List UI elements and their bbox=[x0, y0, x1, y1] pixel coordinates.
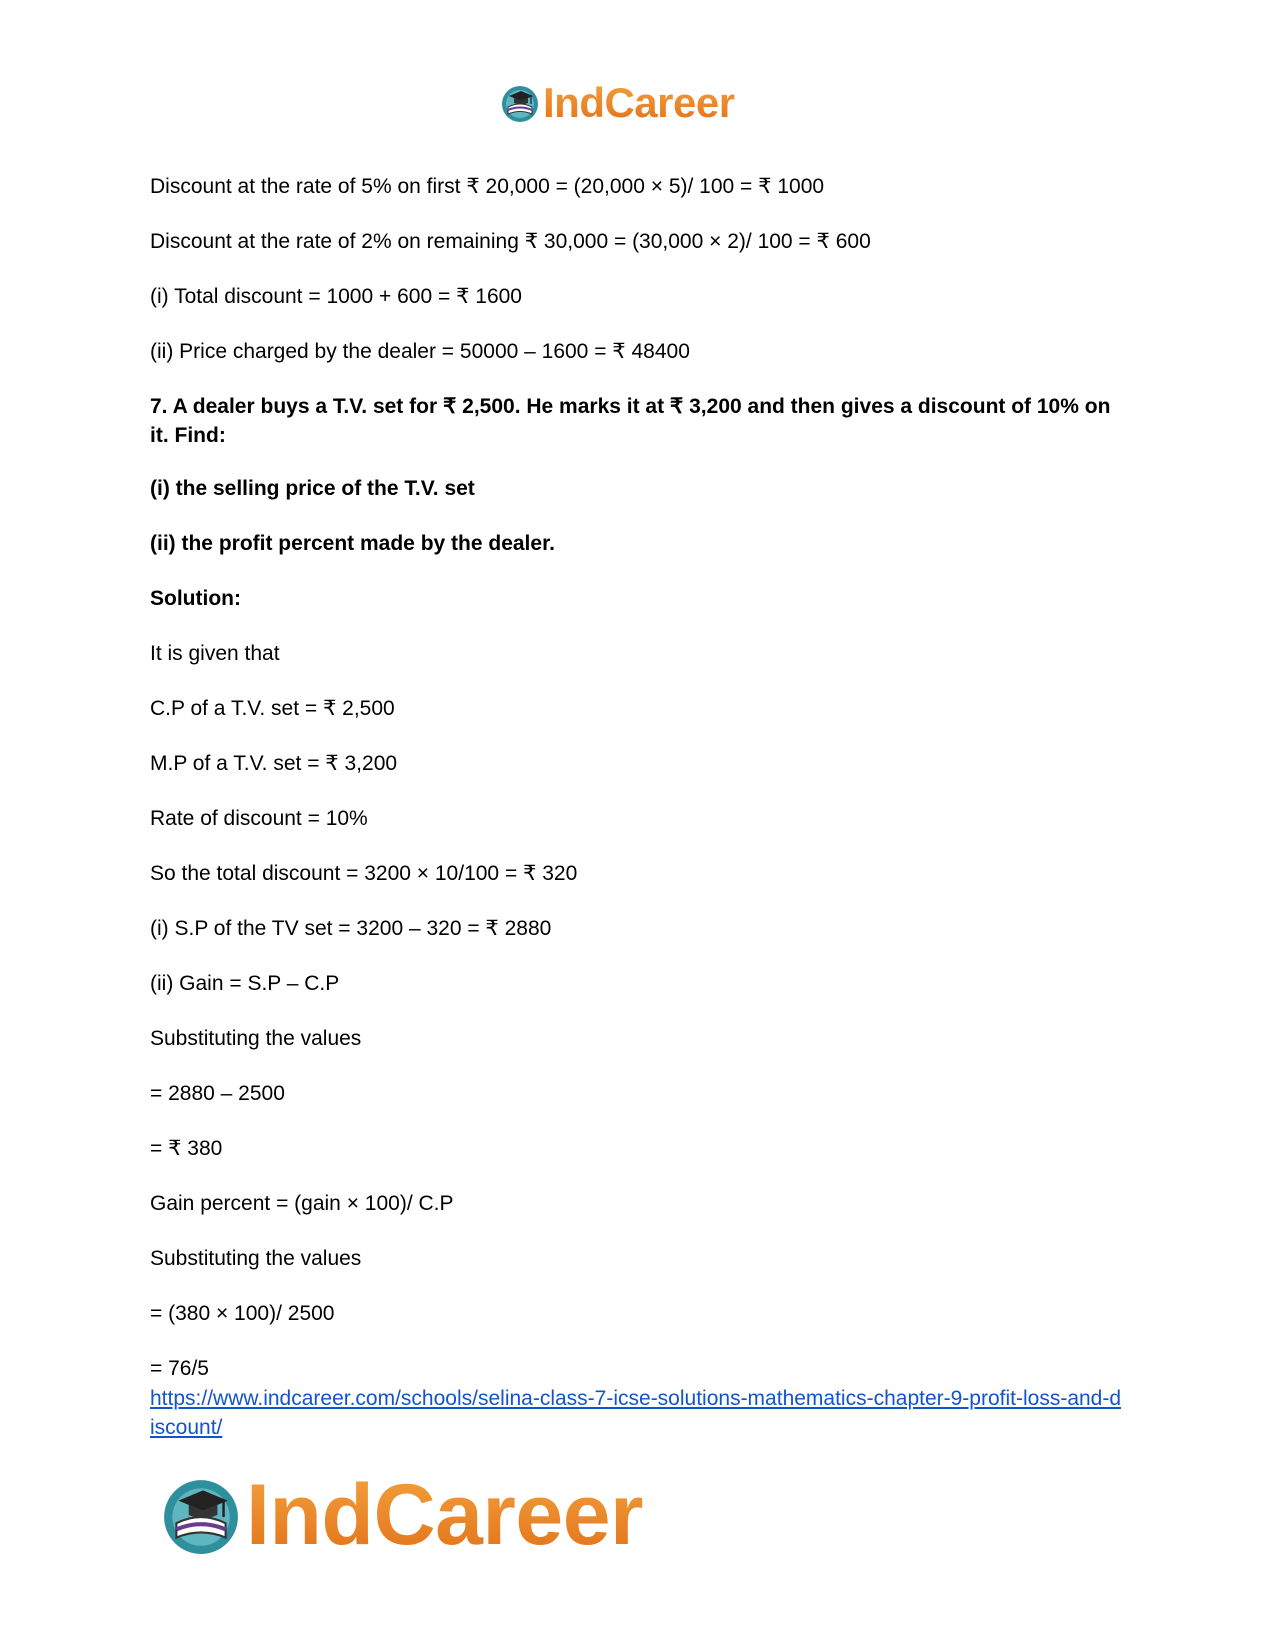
solution-line: Substituting the values bbox=[150, 1247, 362, 1270]
question-part-i: (i) the selling price of the T.V. set bbox=[150, 477, 475, 500]
text-line: (ii) Price charged by the dealer = 50000 – 1600 = ₹ 48400 bbox=[150, 340, 690, 363]
graduation-cap-book-globe-icon bbox=[160, 1474, 242, 1556]
solution-line: = 76/5 bbox=[150, 1357, 209, 1380]
solution-line: = (380 × 100)/ 2500 bbox=[150, 1302, 335, 1325]
solution-line: = ₹ 380 bbox=[150, 1137, 223, 1160]
solution-line: M.P of a T.V. set = ₹ 3,200 bbox=[150, 752, 398, 775]
footer-url-link[interactable]: https://www.indcareer.com/schools/selina-class-7-icse-solutions-mathematics-chapter-9-profit-loss-and-discount/ bbox=[150, 1387, 1122, 1439]
text-line: Discount at the rate of 5% on first ₹ 20,000 = (20,000 × 5)/ 100 = ₹ 1000 bbox=[150, 175, 825, 198]
solution-line: Rate of discount = 10% bbox=[150, 807, 368, 830]
header-logo bbox=[500, 78, 735, 128]
solution-label: Solution: bbox=[150, 587, 241, 610]
footer-logo bbox=[160, 1467, 643, 1563]
solution-line: (i) S.P of the TV set = 3200 – 320 = ₹ 2880 bbox=[150, 917, 552, 940]
graduation-cap-book-globe-icon bbox=[500, 83, 540, 123]
text-line: Discount at the rate of 2% on remaining ₹ 30,000 = (30,000 × 2)/ 100 = ₹ 600 bbox=[150, 230, 871, 253]
solution-line: (ii) Gain = S.P – C.P bbox=[150, 972, 340, 995]
header-logo-text: IndCareer bbox=[543, 79, 735, 126]
document-body bbox=[150, 172, 1130, 1442]
solution-line: Substituting the values bbox=[150, 1027, 362, 1050]
solution-line: = 2880 – 2500 bbox=[150, 1082, 285, 1105]
solution-line: So the total discount = 3200 × 10/100 = ₹ 320 bbox=[150, 862, 578, 885]
question-heading: 7. A dealer buys a T.V. set for ₹ 2,500. He marks it at ₹ 3,200 and then gives a discount of 10% on it. Find: bbox=[150, 395, 1111, 447]
question-part-ii: (ii) the profit percent made by the dealer. bbox=[150, 532, 555, 555]
solution-line: It is given that bbox=[150, 642, 280, 665]
footer-logo-text: IndCareer bbox=[246, 1467, 643, 1563]
text-line: (i) Total discount = 1000 + 600 = ₹ 1600 bbox=[150, 285, 522, 308]
solution-line: C.P of a T.V. set = ₹ 2,500 bbox=[150, 697, 395, 720]
solution-line: Gain percent = (gain × 100)/ C.P bbox=[150, 1192, 454, 1215]
